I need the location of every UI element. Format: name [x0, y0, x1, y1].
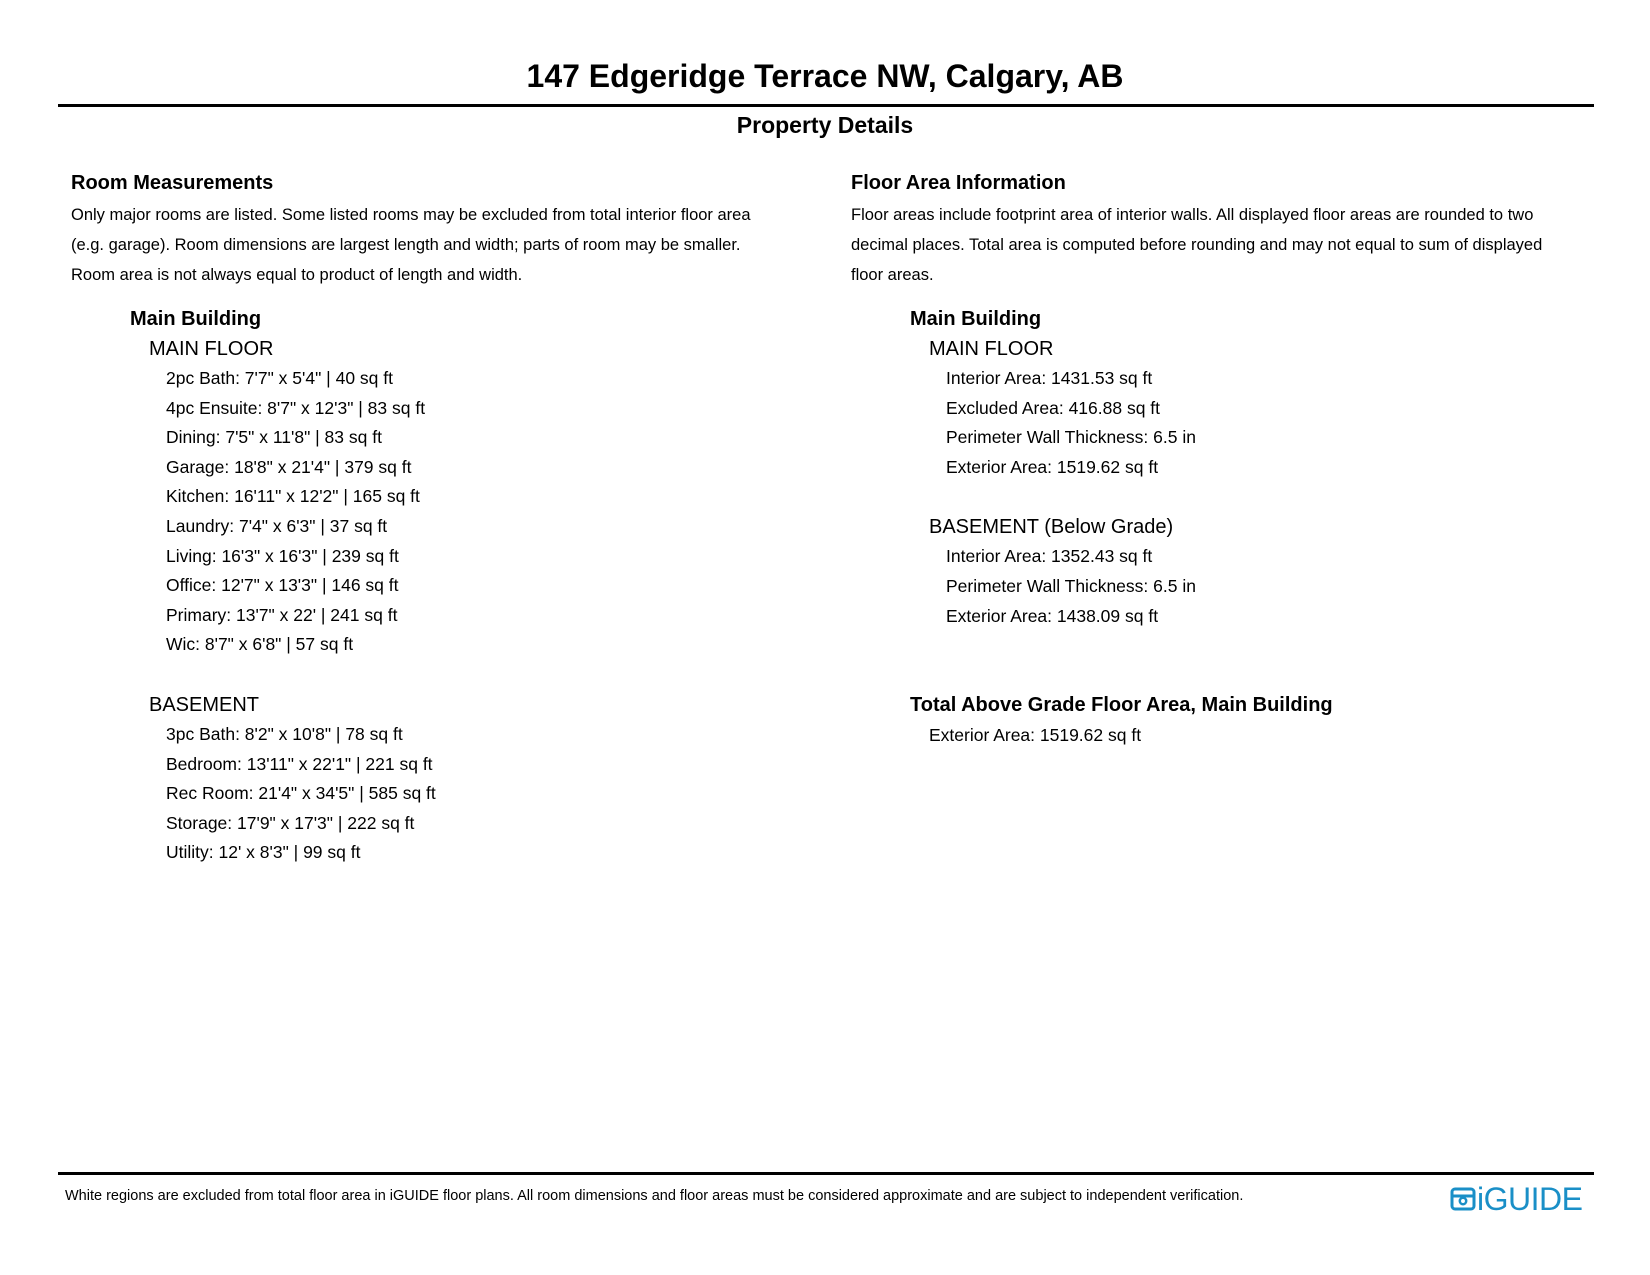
description-line: Room area is not always equal to product of length and width. [71, 266, 523, 284]
room-item: 2pc Bath: 7'7" x 5'4" | 40 sq ft [166, 368, 393, 388]
description-line: (e.g. garage). Room dimensions are largest length and width; parts of room may be smaller. [71, 236, 741, 254]
footer-divider [58, 1172, 1594, 1175]
room-item: Laundry: 7'4" x 6'3" | 37 sq ft [166, 515, 388, 536]
description-line: floor areas. [851, 266, 934, 284]
room-item: 4pc Ensuite: 8'7" x 12'3" | 83 sq ft [166, 397, 426, 418]
floor-heading-main: MAIN FLOOR [929, 338, 1054, 360]
room-measurements-description [71, 200, 811, 290]
room-item: Dining: 7'5" x 11'8" | 83 sq ft [166, 427, 382, 448]
room-item: Primary: 13'7" x 22' | 241 sq ft [166, 604, 398, 625]
room-list-basement [166, 720, 811, 868]
floor-area-heading: Floor Area Information [851, 172, 1066, 194]
iguide-logo [1450, 1180, 1582, 1218]
title-divider [58, 104, 1594, 107]
room-item: Garage: 18'8" x 21'4" | 379 sq ft [166, 456, 412, 477]
room-item: Storage: 17'9" x 17'3" | 222 sq ft [166, 812, 415, 833]
area-item: Perimeter Wall Thickness: 6.5 in [946, 575, 1196, 596]
logo-text: iGUIDE [1477, 1181, 1583, 1217]
room-item: Rec Room: 21'4" x 34'5" | 585 sq ft [166, 783, 436, 804]
floor-area-section [851, 170, 1621, 750]
room-list-main [166, 364, 811, 660]
floor-heading-main: MAIN FLOOR [149, 338, 274, 360]
room-measurements-section [71, 170, 811, 868]
room-item: Wic: 8'7" x 6'8" | 57 sq ft [166, 634, 354, 655]
area-item: Excluded Area: 416.88 sq ft [946, 397, 1161, 418]
room-item: Office: 12'7" x 13'3" | 146 sq ft [166, 575, 399, 596]
area-item: Interior Area: 1352.43 sq ft [946, 546, 1153, 567]
area-item: Perimeter Wall Thickness: 6.5 in [946, 427, 1196, 448]
area-item: Exterior Area: 1519.62 sq ft [946, 456, 1159, 477]
room-item: Living: 16'3" x 16'3" | 239 sq ft [166, 545, 399, 566]
total-area-heading: Total Above Grade Floor Area, Main Building [910, 694, 1333, 717]
area-list-basement [946, 542, 1621, 631]
room-measurements-heading: Room Measurements [71, 172, 274, 194]
room-item: Kitchen: 16'11" x 12'2" | 165 sq ft [166, 486, 420, 507]
room-item: 3pc Bath: 8'2" x 10'8" | 78 sq ft [166, 723, 403, 744]
area-item: Interior Area: 1431.53 sq ft [946, 368, 1153, 388]
description-line: Only major rooms are listed. Some listed rooms may be excluded from total interior floor area [71, 206, 751, 224]
description-line: Floor areas include footprint area of interior walls. All displayed floor areas are rounded to two [851, 206, 1534, 224]
area-list-main [946, 364, 1621, 482]
room-item: Bedroom: 13'11" x 22'1" | 221 sq ft [166, 753, 433, 774]
room-item: Utility: 12' x 8'3" | 99 sq ft [166, 842, 361, 863]
description-line: decimal places. Total area is computed before rounding and may not equal to sum of displayed [851, 236, 1543, 254]
floor-heading-basement: BASEMENT [149, 693, 260, 716]
building-heading: Main Building [130, 308, 262, 330]
floor-heading-basement: BASEMENT (Below Grade) [929, 516, 1174, 539]
area-item: Exterior Area: 1438.09 sq ft [946, 605, 1159, 626]
page-title: 147 Edgeridge Terrace NW, Calgary, AB [526, 58, 1124, 94]
footer-disclaimer: White regions are excluded from total floor area in iGUIDE floor plans. All room dimensions and floor areas must be considered approximate and are subject to independent verification. [65, 1188, 1244, 1204]
iguide-logo-icon [1450, 1185, 1476, 1213]
floor-area-description [851, 200, 1621, 290]
page-subtitle: Property Details [736, 112, 914, 138]
building-heading: Main Building [910, 308, 1042, 330]
total-area-value: Exterior Area: 1519.62 sq ft [929, 725, 1142, 746]
